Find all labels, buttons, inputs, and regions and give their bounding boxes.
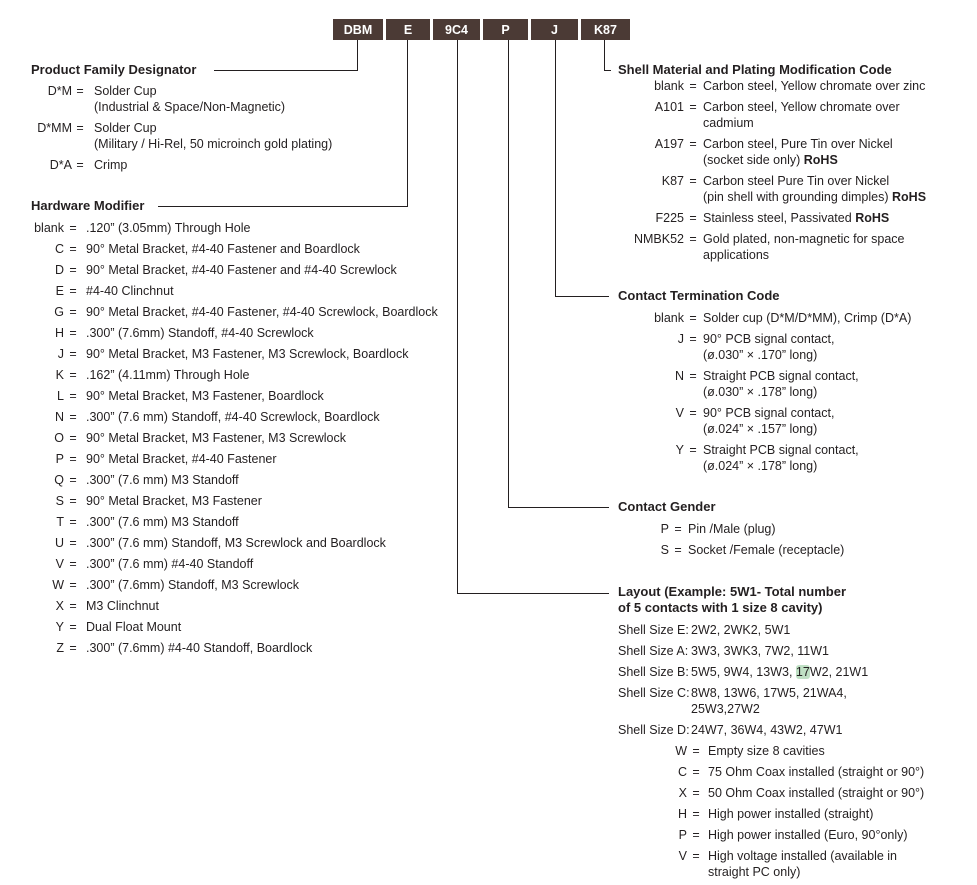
shell-size-values (691, 643, 829, 659)
hardware-description-line: Dual Float Mount (86, 620, 182, 634)
shell-size-label: Shell Size B: (618, 665, 689, 679)
hardware-code: C (54, 242, 64, 256)
hardware-description-line: .162” (4.11mm) Through Hole (86, 368, 250, 382)
hardware-description-line: M3 Clinchnut (86, 599, 159, 613)
shell-description (703, 173, 926, 205)
code-box-hardware: E (386, 19, 430, 40)
equals-sign: = (69, 578, 77, 592)
shell-description (703, 78, 925, 94)
connector-line (158, 206, 408, 207)
hardware-description (86, 598, 159, 614)
shell-size-label: Shell Size A: (618, 644, 689, 658)
termination-description (703, 310, 911, 326)
cavity-description (708, 743, 825, 759)
hardware-code: G (54, 305, 64, 319)
equals-sign: = (692, 786, 700, 800)
termination-description-line: (ø.024” × .178” long) (703, 459, 818, 473)
hardware-description (86, 262, 397, 278)
termination-code: J (677, 332, 684, 346)
equals-sign: = (689, 369, 697, 383)
hardware-description (86, 451, 277, 467)
cavity-description-line: 75 Ohm Coax installed (straight or 90°) (708, 765, 925, 779)
cavity-code: X (678, 786, 687, 800)
hardware-description (86, 577, 299, 593)
hardware-description-line: .300” (7.6mm) Standoff, #4-40 Screwlock (86, 326, 314, 340)
equals-sign: = (689, 232, 697, 246)
cavity-description-line: 50 Ohm Coax installed (straight or 90°) (708, 786, 925, 800)
layout-section-title-line2: of 5 contacts with 1 size 8 cavity) (618, 600, 823, 615)
termination-description-line: (ø.030” × .170” long) (703, 348, 818, 362)
shell-description-line: (socket side only) RoHS (703, 153, 838, 167)
hardware-code: N (54, 410, 64, 424)
shell-size-values (691, 722, 842, 738)
family-code: D*MM (37, 121, 72, 135)
equals-sign: = (689, 332, 697, 346)
family-description (94, 120, 332, 152)
shell-description-line: (pin shell with grounding dimples) RoHS (703, 190, 927, 204)
equals-sign: = (69, 620, 77, 634)
shell-section-title: Shell Material and Plating Modification Code (618, 62, 892, 77)
termination-description-line: 90° PCB signal contact, (703, 406, 835, 420)
termination-description-line: Solder cup (D*M/D*MM), Crimp (D*A) (703, 311, 912, 325)
connector-line (508, 40, 509, 507)
termination-code: V (675, 406, 684, 420)
connector-line (604, 70, 611, 71)
hardware-description (86, 367, 250, 383)
equals-sign: = (69, 494, 77, 508)
hardware-description-line: .120” (3.05mm) Through Hole (86, 221, 251, 235)
equals-sign: = (69, 263, 77, 277)
equals-sign: = (689, 211, 697, 225)
equals-sign: = (69, 284, 77, 298)
hardware-description-line: .300” (7.6 mm) M3 Standoff (86, 473, 239, 487)
equals-sign: = (689, 406, 697, 420)
gender-code: P (660, 522, 669, 536)
family-description-line: (Military / Hi-Rel, 50 microinch gold plating) (94, 137, 333, 151)
termination-description (703, 405, 834, 437)
shell-description (703, 210, 889, 226)
cavity-description-line: High voltage installed (available in (708, 849, 898, 863)
hardware-code: T (56, 515, 64, 529)
code-box-layout: 9C4 (433, 19, 480, 40)
termination-description (703, 368, 859, 400)
shell-description-line: Gold plated, non-magnetic for space (703, 232, 905, 246)
equals-sign: = (69, 389, 77, 403)
equals-sign: = (692, 849, 700, 863)
equals-sign: = (689, 79, 697, 93)
hardware-description (86, 409, 380, 425)
gender-description-line: Socket /Female (receptacle) (688, 543, 845, 557)
hardware-description-line: 90° Metal Bracket, #4-40 Fastener, #4-40 Screwlock, Boardlock (86, 305, 438, 319)
equals-sign: = (69, 599, 77, 613)
termination-code: blank (654, 311, 684, 325)
hardware-description (86, 472, 239, 488)
hardware-description (86, 388, 324, 404)
hardware-description (86, 283, 174, 299)
equals-sign: = (674, 543, 682, 557)
hardware-code: X (55, 599, 64, 613)
hardware-description-line: 90° Metal Bracket, M3 Fastener, M3 Screwlock (86, 431, 346, 445)
equals-sign: = (69, 473, 77, 487)
gender-code: S (660, 543, 669, 557)
family-description-line: (Industrial & Space/Non-Magnetic) (94, 100, 286, 114)
family-code: D*M (47, 84, 72, 98)
hardware-description-line: #4-40 Clinchnut (86, 284, 174, 298)
termination-section-title: Contact Termination Code (618, 288, 780, 303)
hardware-description (86, 325, 314, 341)
termination-description-line: (ø.024” × .157” long) (703, 422, 818, 436)
cavity-code: V (678, 849, 687, 863)
equals-sign: = (69, 368, 77, 382)
termination-code: Y (675, 443, 684, 457)
hardware-description (86, 304, 438, 320)
hardware-code: O (54, 431, 64, 445)
hardware-description-line: .300” (7.6mm) #4-40 Standoff, Boardlock (86, 641, 313, 655)
shell-size-values-line: 8W8, 13W6, 17W5, 21WA4, (691, 686, 847, 700)
cavity-code: H (677, 807, 687, 821)
hardware-code: E (55, 284, 64, 298)
cavity-description (708, 764, 924, 780)
hardware-description-line: 90° Metal Bracket, M3 Fastener (86, 494, 262, 508)
shell-description-line: Carbon steel, Yellow chromate over zinc (703, 79, 926, 93)
connector-line (555, 40, 556, 296)
equals-sign: = (689, 137, 697, 151)
hardware-description-line: 90° Metal Bracket, #4-40 Fastener and #4-40 Screwlock (86, 263, 397, 277)
hardware-description (86, 556, 253, 572)
equals-sign: = (689, 311, 697, 325)
hardware-description (86, 514, 239, 530)
termination-code: N (674, 369, 684, 383)
cavity-description-line: straight PC only) (708, 865, 801, 879)
cavity-description-line: High power installed (straight) (708, 807, 874, 821)
hardware-description-line: .300” (7.6 mm) Standoff, M3 Screwlock and Boardlock (86, 536, 386, 550)
shell-description-line: Carbon steel Pure Tin over Nickel (703, 174, 890, 188)
gender-description (688, 521, 776, 537)
equals-sign: = (69, 641, 77, 655)
hardware-description (86, 430, 346, 446)
shell-code: NMBK52 (633, 232, 684, 246)
shell-code: K87 (661, 174, 684, 188)
termination-description (703, 331, 834, 363)
equals-sign: = (692, 828, 700, 842)
family-code: D*A (49, 158, 72, 172)
cavity-description-line: High power installed (Euro, 90°only) (708, 828, 908, 842)
hardware-description (86, 241, 360, 257)
cavity-description (708, 827, 908, 843)
hardware-code: V (55, 557, 64, 571)
hardware-description (86, 346, 409, 362)
layout-section-title-line1: Layout (Example: 5W1- Total number (618, 584, 847, 599)
shell-size-label: Shell Size C: (618, 686, 690, 700)
cavity-description-line: Empty size 8 cavities (708, 744, 825, 758)
connector-line (407, 40, 408, 206)
equals-sign: = (69, 557, 77, 571)
hardware-description-line: 90° Metal Bracket, M3 Fastener, M3 Screwlock, Boardlock (86, 347, 409, 361)
equals-sign: = (69, 221, 77, 235)
hardware-description (86, 535, 386, 551)
shell-description-line: Carbon steel, Pure Tin over Nickel (703, 137, 893, 151)
termination-description-line: 90° PCB signal contact, (703, 332, 835, 346)
code-box-termination: J (531, 19, 578, 40)
equals-sign: = (69, 347, 77, 361)
equals-sign: = (69, 536, 77, 550)
equals-sign: = (692, 765, 700, 779)
equals-sign: = (69, 515, 77, 529)
shell-description (703, 99, 900, 131)
shell-description-line: cadmium (703, 116, 754, 130)
shell-description-line: applications (703, 248, 770, 262)
shell-description (703, 136, 893, 168)
hardware-description (86, 220, 250, 236)
termination-description-line: (ø.030” × .178” long) (703, 385, 818, 399)
shell-size-values-line: 3W3, 3WK3, 7W2, 11W1 (691, 644, 830, 658)
hardware-description (86, 493, 262, 509)
hardware-description-line: .300” (7.6 mm) M3 Standoff (86, 515, 239, 529)
connector-line (214, 70, 358, 71)
cavity-description (708, 806, 873, 822)
connector-line (457, 593, 609, 594)
highlighted-text: 17 (795, 665, 810, 679)
equals-sign: = (674, 522, 682, 536)
hardware-description-line: .300” (7.6 mm) #4-40 Standoff (86, 557, 254, 571)
equals-sign: = (69, 242, 77, 256)
family-description (94, 83, 285, 115)
shell-size-values-line: 2W2, 2WK2, 5W1 (691, 623, 791, 637)
shell-code: A197 (654, 137, 684, 151)
shell-size-values (691, 622, 790, 638)
connector-line (604, 40, 605, 70)
hardware-description-line: .300” (7.6mm) Standoff, M3 Screwlock (86, 578, 300, 592)
connector-line (508, 507, 609, 508)
hardware-description-line: 90° Metal Bracket, #4-40 Fastener (86, 452, 277, 466)
cavity-description (708, 785, 924, 801)
equals-sign: = (689, 100, 697, 114)
equals-sign: = (76, 84, 84, 98)
shell-size-values-line: 25W3,27W2 (691, 702, 760, 716)
connector-line (357, 40, 358, 70)
gender-description-line: Pin /Male (plug) (688, 522, 776, 536)
gender-description (688, 542, 844, 558)
code-box-shell: K87 (581, 19, 630, 40)
hardware-code: J (57, 347, 64, 361)
equals-sign: = (692, 744, 700, 758)
family-description-line: Solder Cup (94, 121, 157, 135)
equals-sign: = (76, 121, 84, 135)
shell-code: blank (654, 79, 684, 93)
hardware-code: blank (34, 221, 64, 235)
family-section-title: Product Family Designator (31, 62, 197, 77)
shell-size-values-line: 24W7, 36W4, 43W2, 47W1 (691, 723, 843, 737)
rohs-label: RoHS (803, 153, 838, 167)
rohs-label: RoHS (855, 211, 890, 225)
shell-description-line: Carbon steel, Yellow chromate over (703, 100, 900, 114)
hardware-code: Y (55, 620, 64, 634)
hardware-code: S (55, 494, 64, 508)
shell-code: F225 (655, 211, 684, 225)
hardware-code: H (54, 326, 64, 340)
hardware-code: Q (54, 473, 64, 487)
equals-sign: = (689, 443, 697, 457)
hardware-description-line: .300” (7.6 mm) Standoff, #4-40 Screwlock, Boardlock (86, 410, 380, 424)
shell-code: A101 (654, 100, 684, 114)
shell-description-line: Stainless steel, Passivated RoHS (703, 211, 890, 225)
termination-description-line: Straight PCB signal contact, (703, 443, 859, 457)
code-box-gender: P (483, 19, 528, 40)
gender-section-title: Contact Gender (618, 499, 716, 514)
cavity-description (708, 848, 897, 880)
hardware-code: K (55, 368, 64, 382)
hardware-code: L (57, 389, 64, 403)
equals-sign: = (69, 410, 77, 424)
equals-sign: = (69, 431, 77, 445)
family-description-line: Solder Cup (94, 84, 157, 98)
hardware-description (86, 619, 181, 635)
family-description (94, 157, 127, 173)
hardware-code: Z (56, 641, 64, 655)
equals-sign: = (692, 807, 700, 821)
hardware-description-line: 90° Metal Bracket, #4-40 Fastener and Boardlock (86, 242, 360, 256)
termination-description-line: Straight PCB signal contact, (703, 369, 859, 383)
hardware-code: U (54, 536, 64, 550)
shell-size-label: Shell Size E: (618, 623, 689, 637)
cavity-code: C (677, 765, 687, 779)
shell-size-values (691, 685, 847, 717)
shell-description (703, 231, 905, 263)
equals-sign: = (69, 452, 77, 466)
code-box-family: DBM (333, 19, 383, 40)
equals-sign: = (69, 326, 77, 340)
cavity-code: W (675, 744, 687, 758)
termination-description (703, 442, 859, 474)
cavity-code: P (678, 828, 687, 842)
hardware-description-line: 90° Metal Bracket, M3 Fastener, Boardlock (86, 389, 324, 403)
family-description-line: Crimp (94, 158, 128, 172)
connector-line (457, 40, 458, 593)
equals-sign: = (69, 305, 77, 319)
shell-size-label: Shell Size D: (618, 723, 690, 737)
equals-sign: = (76, 158, 84, 172)
rohs-label: RoHS (892, 190, 927, 204)
hardware-code: W (52, 578, 64, 592)
hardware-code: D (54, 263, 64, 277)
hardware-description (86, 640, 312, 656)
equals-sign: = (689, 174, 697, 188)
hardware-section-title: Hardware Modifier (31, 198, 145, 213)
connector-line (555, 296, 609, 297)
hardware-code: P (55, 452, 64, 466)
shell-size-values: 5W5, 9W4, 13W3, 17W2, 21W1 (691, 665, 869, 679)
